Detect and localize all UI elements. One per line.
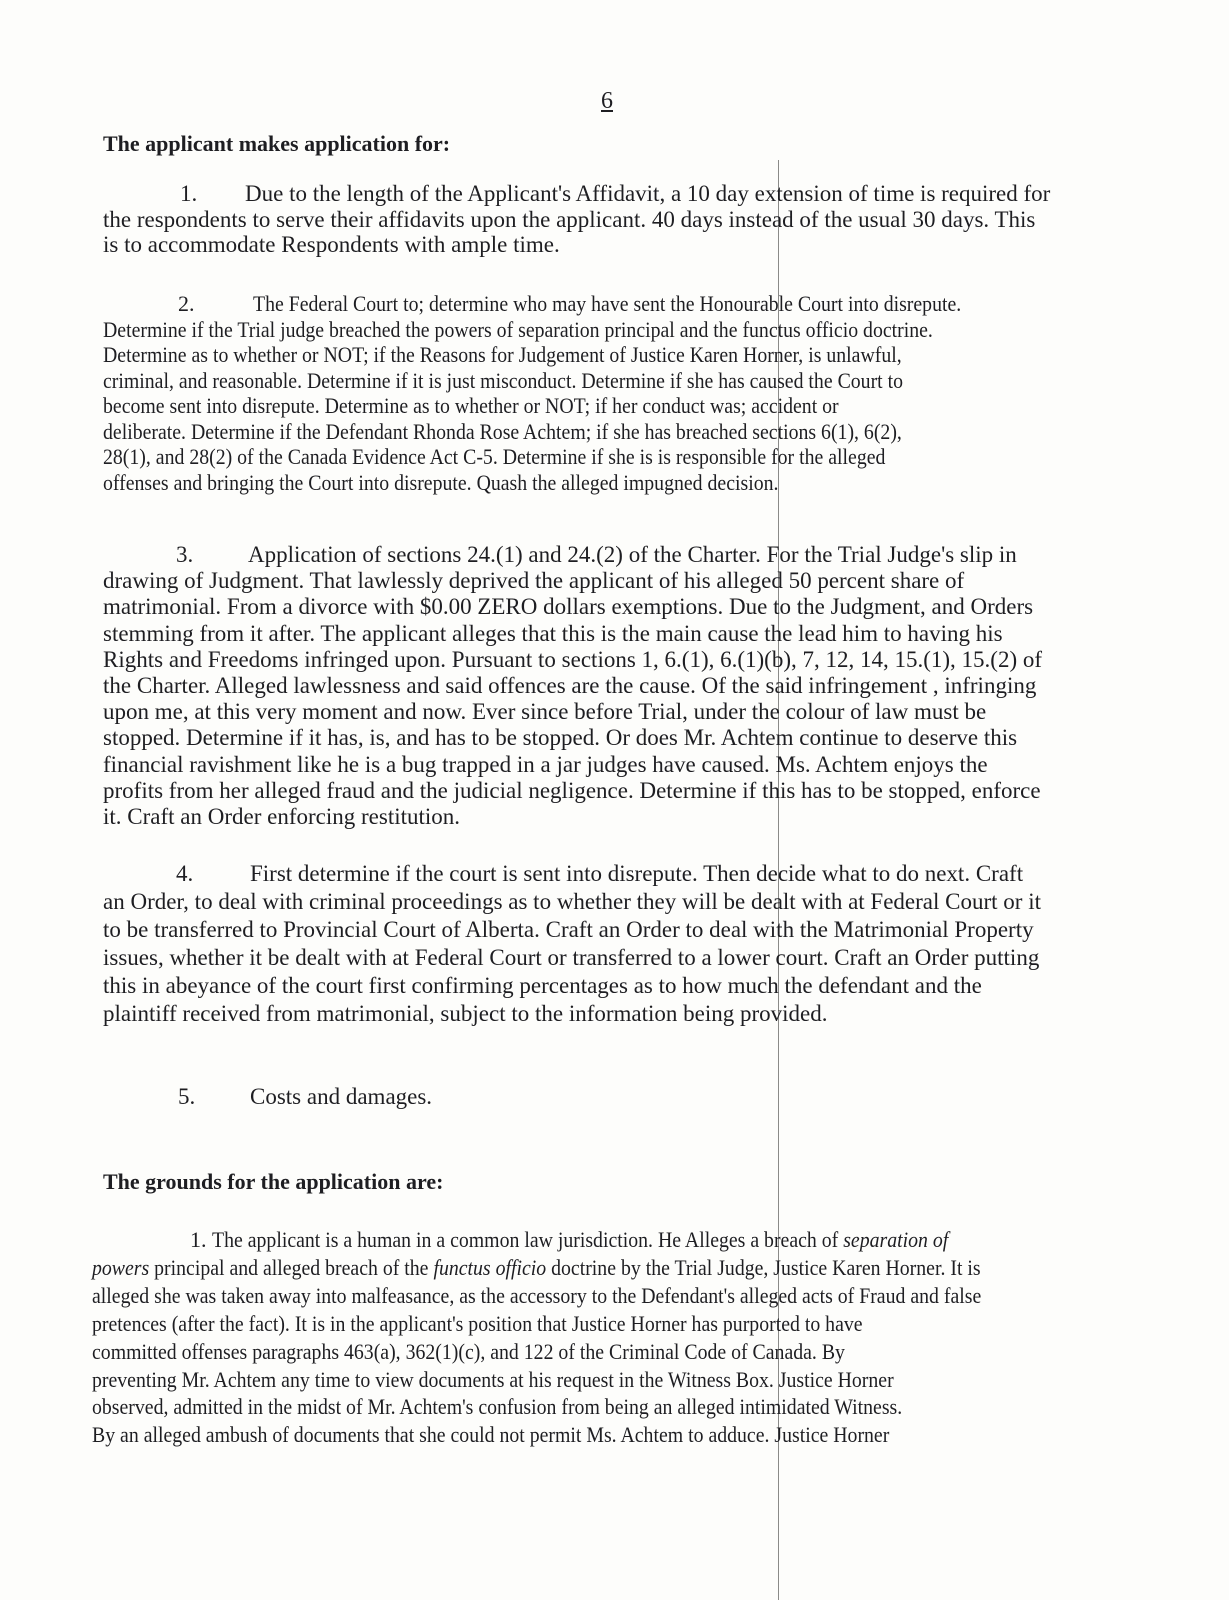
grounds-text-line [92, 1339, 845, 1365]
application-item-number: 3. [176, 542, 194, 567]
grounds-text-line [212, 1227, 948, 1253]
heading-application: The applicant makes application for: [103, 131, 451, 156]
text-segment: committed offenses paragraphs 463(a), 362(1)(c), and 122 of the Criminal Code of Canada. By [92, 1338, 845, 1364]
text-segment: preventing Mr. Achtem any time to view documents at his request in the Witness Box. Justice Horner [92, 1366, 894, 1392]
application-text-line: offenses and bringing the Court into disrepute. Quash the alleged impugned decision. [103, 469, 779, 495]
application-text-line: Due to the length of the Applicant's Affidavit, a 10 day extension of time is required for [245, 181, 1051, 206]
application-text-line: this in abeyance of the court first confirming percentages as to how much the defendant and the [103, 973, 982, 998]
application-text-line: First determine if the court is sent into disrepute. Then decide what to do next. Craft [250, 861, 1024, 886]
application-text-line: matrimonial. From a divorce with $0.00 ZERO dollars exemptions. Due to the Judgment, and Orders [103, 594, 1034, 620]
application-text-line: the Charter. Alleged lawlessness and said offences are the cause. Of the said infringement , infringing [103, 673, 1037, 698]
application-text-line: Determine as to whether or NOT; if the Reasons for Judgement of Justice Karen Horner, is unlawful, [103, 342, 902, 367]
text-segment: doctrine by the Trial Judge, Justice Karen Horner. It is [546, 1254, 981, 1280]
grounds-text-line [92, 1311, 863, 1337]
application-text-line: drawing of Judgment. That lawlessly deprived the applicant of his alleged 50 percent share of [103, 568, 965, 594]
application-item-number: 2. [178, 291, 195, 316]
grounds-text-line [92, 1283, 981, 1309]
application-text-line: to be transferred to Provincial Court of Alberta. Craft an Order to deal with the Matrimonial Property [103, 917, 1034, 942]
application-text-line: an Order, to deal with criminal proceedings as to whether they will be dealt with at Federal Court or it [103, 889, 1041, 914]
text-segment: pretences (after the fact). It is in the applicant's position that Justice Horner has purported to have [92, 1310, 863, 1336]
heading-grounds: The grounds for the application are: [103, 1169, 444, 1194]
application-text-line: 28(1), and 28(2) of the Canada Evidence Act C-5. Determine if she is is responsible for the alleged [103, 444, 886, 469]
application-text-line: plaintiff received from matrimonial, subject to the information being provided. [103, 1001, 828, 1026]
application-text-line: Costs and damages. [250, 1084, 433, 1109]
application-text-line: stopped. Determine if it has, is, and has to be stopped. Or does Mr. Achtem continue to deserve this [103, 725, 1018, 751]
application-item-number: 5. [178, 1084, 196, 1109]
italic-term: powers [92, 1254, 150, 1280]
page-number: 6 [601, 88, 613, 114]
text-segment: The applicant is a human in a common law jurisdiction. He Alleges a breach of [212, 1227, 844, 1252]
grounds-text-line [92, 1367, 894, 1393]
application-text-line: is to accommodate Respondents with ample time. [103, 232, 560, 257]
application-text-line: become sent into disrepute. Determine as to whether or NOT; if her conduct was; accident or [103, 393, 839, 418]
application-text-line: Determine if the Trial judge breached the powers of separation principal and the functus officio doctrine. [103, 316, 933, 342]
text-segment: alleged she was taken away into malfeasance, as the accessory to the Defendant's alleged acts of Fraud and false [92, 1282, 982, 1308]
application-text-line: it. Craft an Order enforcing restitution. [103, 804, 461, 829]
text-segment: By an alleged ambush of documents that she could not permit Ms. Achtem to adduce. Justice Horner [92, 1422, 890, 1448]
grounds-text-line [92, 1255, 981, 1281]
grounds-text-line [92, 1394, 902, 1420]
application-item-number: 1. [180, 181, 198, 206]
italic-term: separation of [843, 1227, 949, 1252]
application-text-line: deliberate. Determine if the Defendant Rhonda Rose Achtem; if she has breached sections 6(1), 6(2), [103, 418, 902, 444]
application-text-line: financial ravishment like he is a bug trapped in a jar judges have caused. Ms. Achtem enjoys the [103, 751, 988, 777]
application-text-line: issues, whether it be dealt with at Federal Court or transferred to a lower court. Craft an Order putting [103, 945, 1040, 970]
grounds-text-line [92, 1422, 889, 1448]
application-text-line: the respondents to serve their affidavits upon the applicant. 40 days instead of the usual 30 days. This [103, 206, 1036, 232]
application-text-line: profits from her alleged fraud and the judicial negligence. Determine if this has to be stopped, enforce [103, 777, 1041, 803]
text-segment: principal and alleged breach of the [149, 1254, 434, 1280]
application-text-line: criminal, and reasonable. Determine if it is just misconduct. Determine if she has caused the Court to [103, 367, 904, 393]
application-text-line: The Federal Court to; determine who may have sent the Honourable Court into disrepute. [253, 291, 962, 316]
application-text-line: stemming from it after. The applicant alleges that this is the main cause the lead him to having his [103, 620, 1003, 646]
text-segment: observed, admitted in the midst of Mr. Achtem's confusion from being an alleged intimidated Witness. [92, 1394, 903, 1420]
application-text-line: Rights and Freedoms infringed upon. Pursuant to sections 1, 6.(1), 6.(1)(b), 7, 12, 14, 15.(1), 15.(2) of [103, 646, 1043, 672]
application-text-line: Application of sections 24.(1) and 24.(2) of the Charter. For the Trial Judge's slip in [248, 542, 1017, 567]
italic-term: functus officio [433, 1254, 547, 1280]
application-text-line: upon me, at this very moment and now. Ever since before Trial, under the colour of law must be [103, 699, 987, 725]
application-item-number: 4. [176, 861, 194, 886]
grounds-item-number: 1. [190, 1227, 207, 1252]
